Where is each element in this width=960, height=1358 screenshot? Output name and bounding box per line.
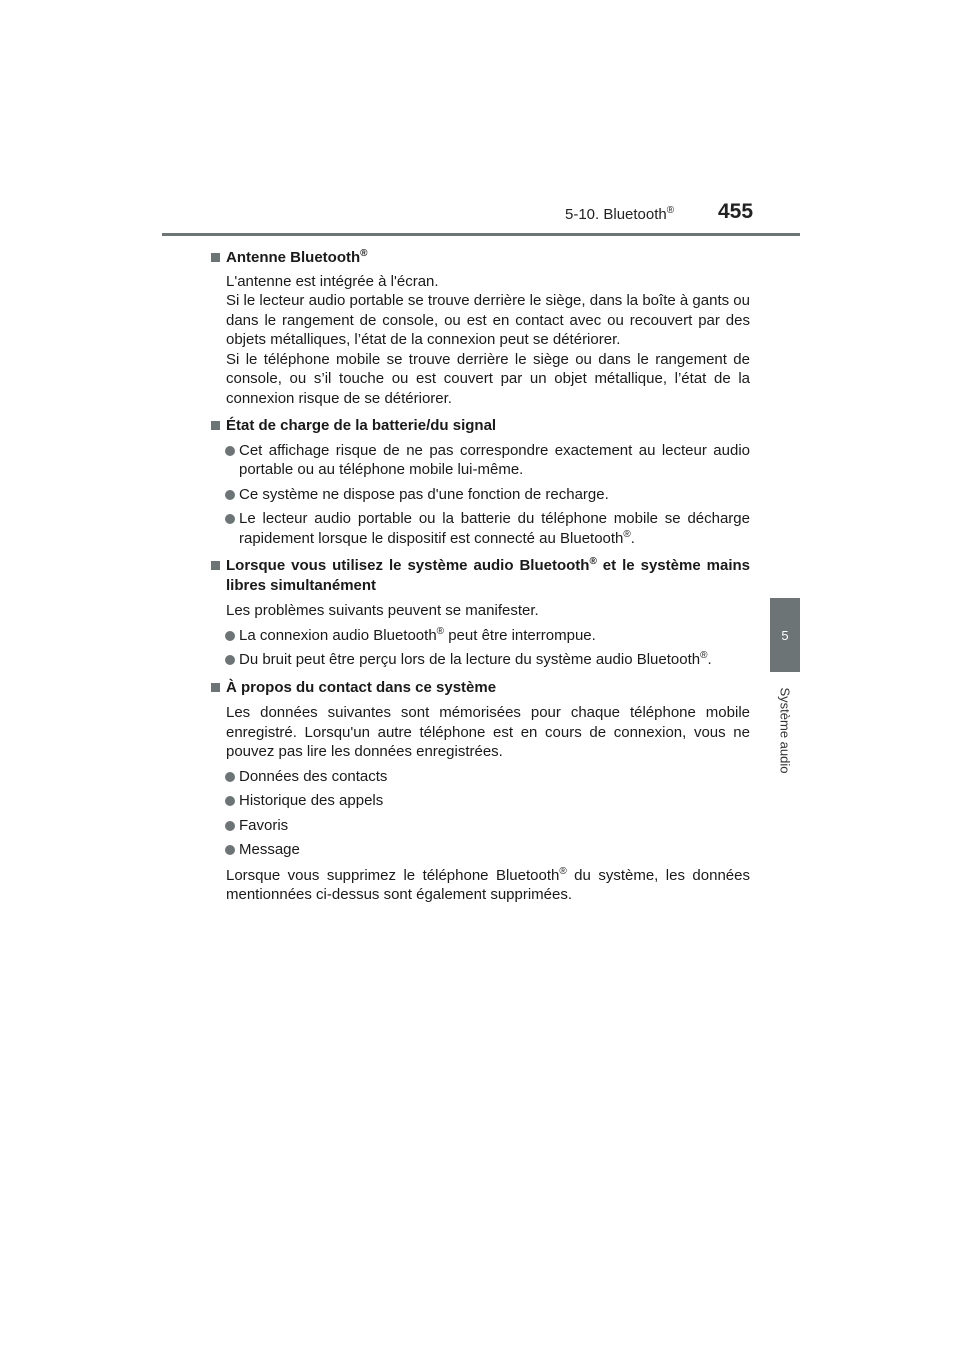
paragraph: Si le lecteur audio portable se trouve derrière le siège, dans la boîte à gants ou dans le rangement de console, ou est en contact avec ou recouvert par des objets métalliques, l’état de la connexion peut se détériorer. [226, 292, 750, 348]
bullet-dot-icon [225, 490, 235, 500]
list-item: Ce système ne dispose pas d'une fonction de recharge. [213, 485, 750, 505]
paragraph: Les données suivantes sont mémorisées pour chaque téléphone mobile enregistré. Lorsqu'un autre téléphone est en cours de connexion, vous ne pouvez pas lire les données enregistrées. [226, 704, 750, 760]
chapter-tab-number: 5 [770, 598, 800, 672]
list-item: Historique des appels [213, 791, 750, 811]
paragraph: Si le téléphone mobile se trouve derrière le siège ou dans le rangement de console, ou s’il touche ou est couvert par un objet métallique, l’état de la connexion risque de se détériorer. [226, 350, 750, 407]
page-content [213, 240, 750, 905]
list-item: Favoris [213, 816, 750, 836]
section-heading: Antenne Bluetooth® [213, 248, 750, 268]
list-item: Message [213, 840, 750, 860]
bullet-dot-icon [225, 796, 235, 806]
paragraph: Lorsque vous supprimez le téléphone Bluetooth® du système, les données mentionnées ci-dessus sont également supprimées. [226, 865, 750, 903]
bullet-dot-icon [225, 655, 235, 665]
bullet-dot-icon [225, 514, 235, 524]
section-heading: À propos du contact dans ce système [213, 678, 750, 698]
bullet-dot-icon [225, 631, 235, 641]
list-item: Données des contacts [213, 767, 750, 787]
header-rule [162, 233, 800, 236]
paragraph: Les problèmes suivants peuvent se manifester. [226, 602, 539, 619]
chapter-tab-label: Système audio [777, 687, 793, 773]
section-heading: Lorsque vous utilisez le système audio Bluetooth® et le système mains libres simultanément [213, 556, 750, 595]
list-item: Le lecteur audio portable ou la batterie du téléphone mobile se décharge rapidement lorsque le dispositif est connecté au Bluetooth®. [213, 509, 750, 548]
list-item: Du bruit peut être perçu lors de la lecture du système audio Bluetooth®. [213, 650, 750, 670]
running-header-section: 5-10. Bluetooth® [565, 205, 675, 223]
list-item: Cet affichage risque de ne pas correspondre exactement au lecteur audio portable ou au téléphone mobile lui-même. [213, 441, 750, 480]
bullet-dot-icon [225, 845, 235, 855]
page-number: 455 [718, 200, 754, 223]
bullet-dot-icon [225, 821, 235, 831]
bullet-dot-icon [225, 772, 235, 782]
paragraph: L'antenne est intégrée à l'écran. [226, 272, 439, 290]
list-item: La connexion audio Bluetooth® peut être interrompue. [213, 626, 750, 646]
section-heading: État de charge de la batterie/du signal [213, 416, 750, 436]
bullet-dot-icon [225, 446, 235, 456]
